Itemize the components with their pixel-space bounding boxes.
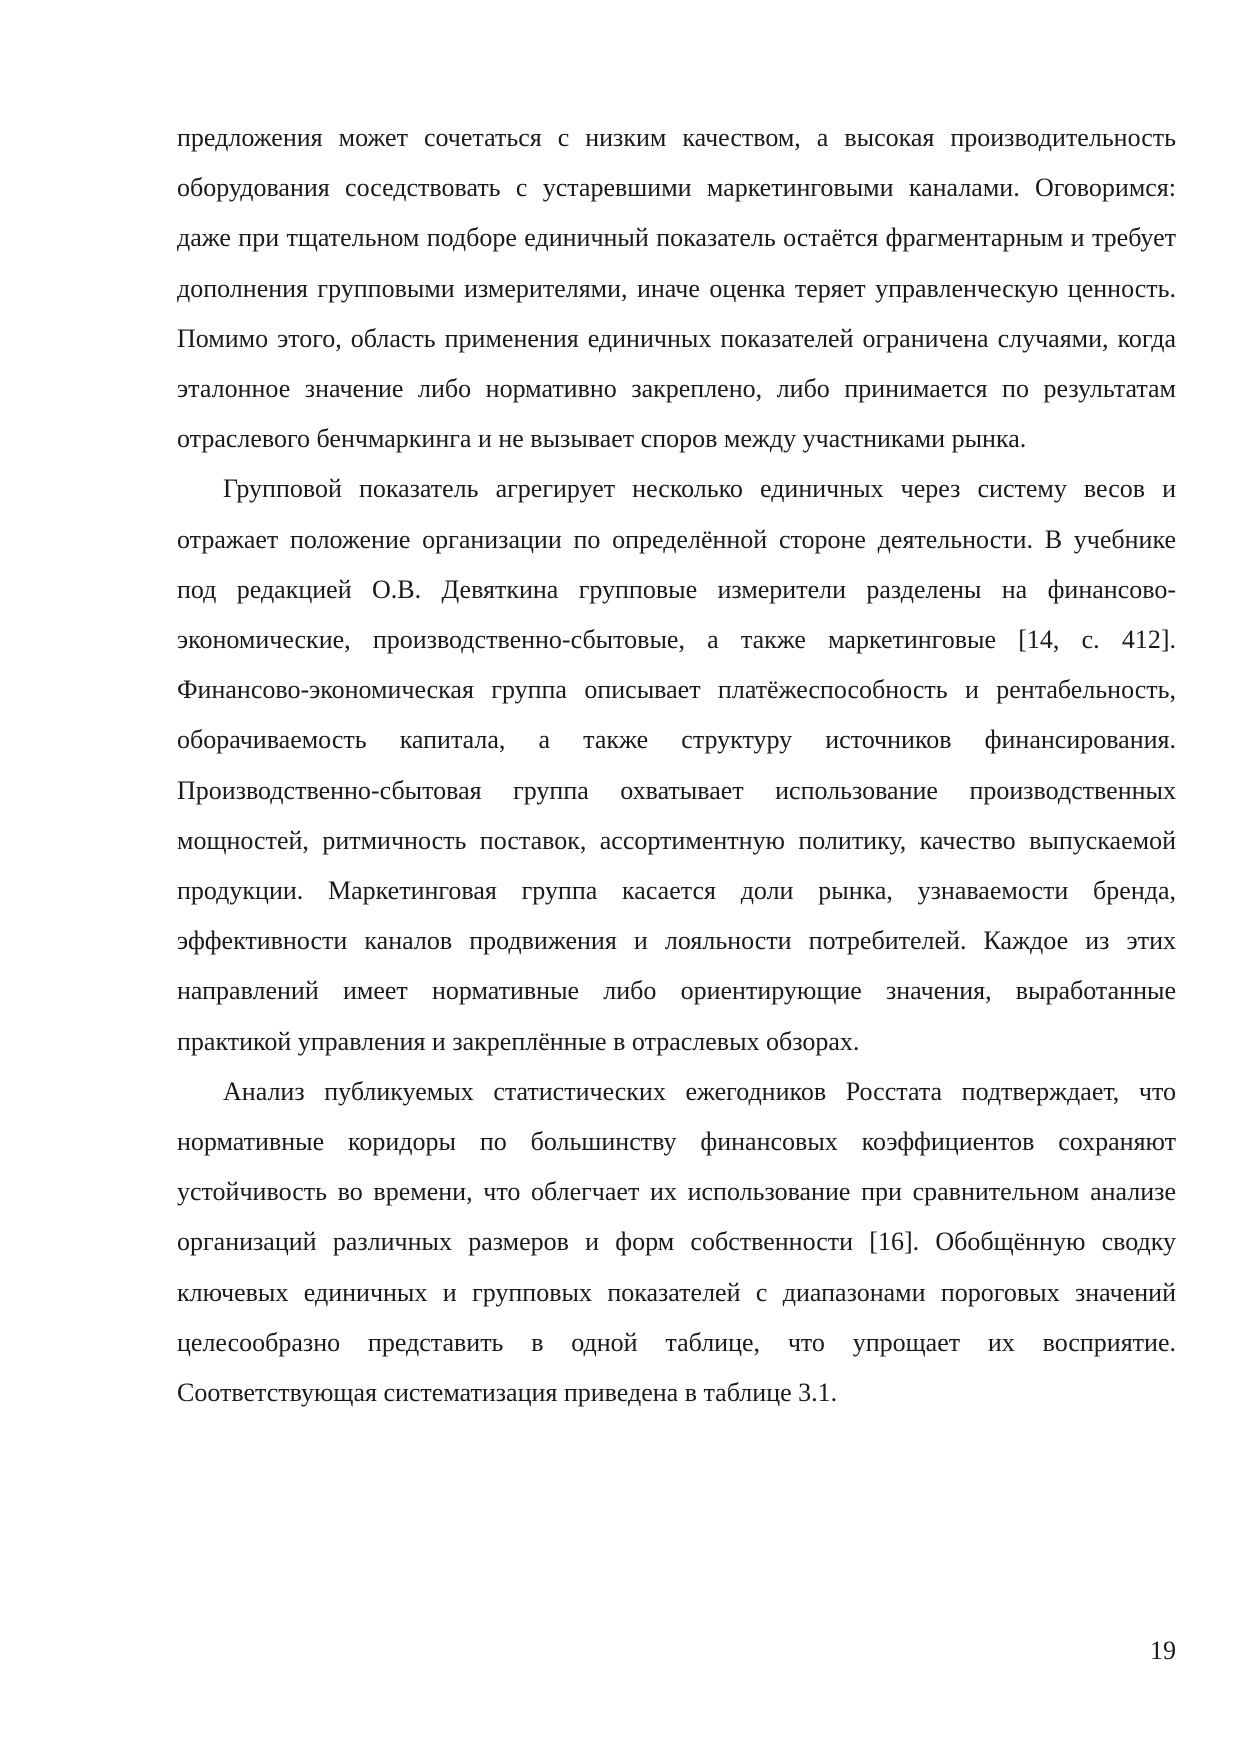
body-text xyxy=(177,113,1176,1418)
page-number: 19 xyxy=(1150,1636,1176,1665)
paragraph-group-indicators: Групповой показатель агрегирует несколько единичных через систему весов и отражает положение организации по определённой стороне деятельности. В учебнике под редакцией О.В. Девяткина групповые измерители разделены на финансово-экономические, производственно-сбытовые, а также маркетинговые [14, с. 412]. Финансово-экономическая группа описывает платёжеспособность и рентабельность, оборачиваемость капитала, а также структуру источников финансирования. Производственно-сбытовая группа охватывает использование производственных мощностей, ритмичность поставок, ассортиментную политику, качество выпускаемой продукции. Маркетинговая группа касается доли рынка, узнаваемости бренда, эффективности каналов продвижения и лояльности потребителей. Каждое из этих направлений имеет нормативные либо ориентирующие значения, выработанные практикой управления и закреплённые в отраслевых обзорах. xyxy=(177,474,1176,1056)
paragraph-rosstat-analysis: Анализ публикуемых статистических ежегодников Росстата подтверждает, что нормативные коридоры по большинству финансовых коэффициентов сохраняют устойчивость во времени, что облегчает их использование при сравнительном анализе организаций различных размеров и форм собственности [16]. Обобщённую сводку ключевых единичных и групповых показателей с диапазонами пороговых значений целесообразно представить в одной таблице, что упрощает их восприятие. Соответствующая систематизация приведена в таблице 3.1. xyxy=(177,1076,1176,1408)
paragraph-continuation: предложения может сочетаться с низким качеством, а высокая производительность оборудования соседствовать с устаревшими маркетинговыми каналами. Оговоримся: даже при тщательном подборе единичный показатель остаётся фрагментарным и требует дополнения групповыми измерителями, иначе оценка теряет управленческую ценность. Помимо этого, область применения единичных показателей ограничена случаями, когда эталонное значение либо нормативно закреплено, либо принимается по результатам отраслевого бенчмаркинга и не вызывает споров между участниками рынка. xyxy=(177,123,1176,454)
